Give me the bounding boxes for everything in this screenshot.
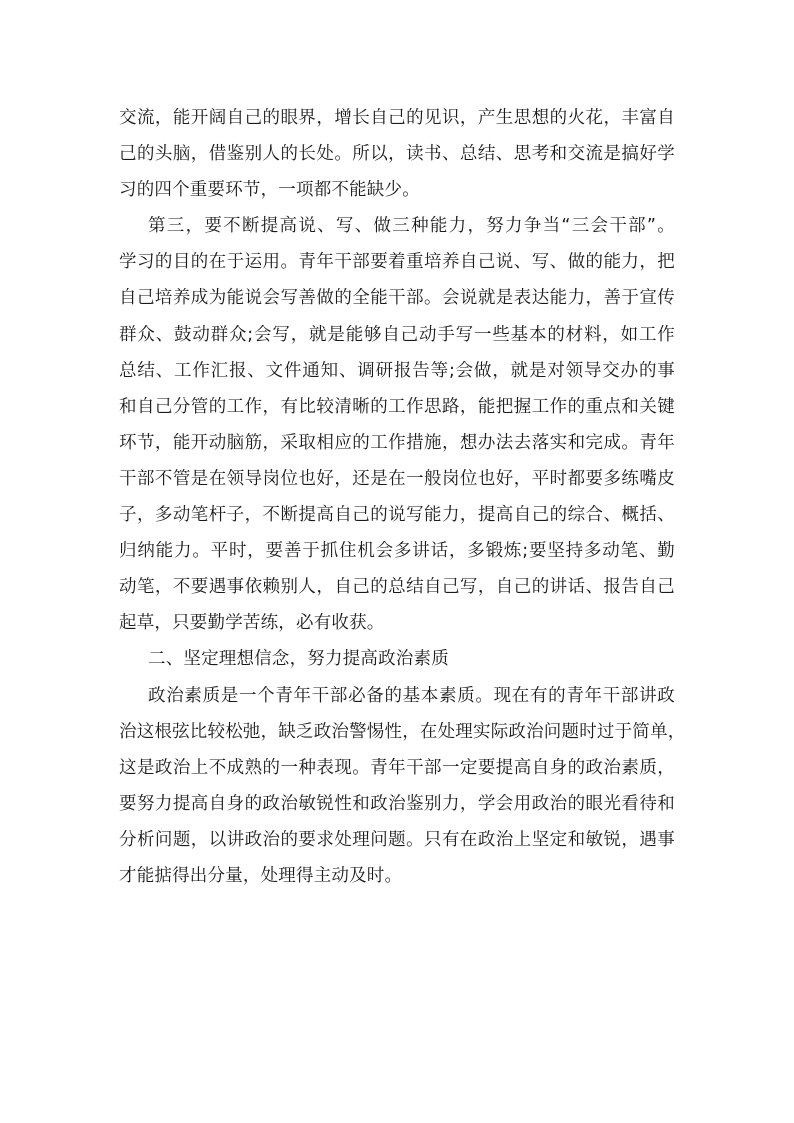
section-heading: 二、坚定理想信念，努力提高政治素质 [148, 649, 449, 670]
document-body [119, 100, 686, 894]
text-line: 要努力提高自身的政治敏锐性和政治鉴别力，学会用政治的眼光看待和 [119, 793, 675, 814]
text-line: 子，多动笔杆子，不断提高自己的说写能力，提高自己的综合、概括、 [119, 505, 675, 526]
text-line: 学习的目的在于运用。青年干部要着重培养自己说、写、做的能力，把 [119, 252, 675, 273]
text-line: 群众、鼓动群众;会写，就是能够自己动手写一些基本的材料，如工作 [119, 324, 675, 345]
text-line: 总结、工作汇报、文件通知、调研报告等;会做，就是对领导交办的事 [119, 360, 675, 381]
text-line: 分析问题，以讲政治的要求处理问题。只有在政治上坚定和敏锐，遇事 [119, 829, 675, 850]
text-line: 才能掂得出分量，处理得主动及时。 [119, 865, 403, 886]
text-line: 环节，能开动脑筋，采取相应的工作措施，想办法去落实和完成。青年 [119, 432, 675, 453]
text-line: 自己培养成为能说会写善做的全能干部。会说就是表达能力，善于宣传 [119, 288, 675, 309]
text-line: 动笔，不要遇事依赖别人，自己的总结自己写，自己的讲话、报告自己 [119, 577, 675, 598]
text-line: 干部不管是在领导岗位也好，还是在一般岗位也好，平时都要多练嘴皮 [119, 468, 675, 489]
text-line: 归纳能力。平时，要善于抓住机会多讲话，多锻炼;要坚持多动笔、勤 [119, 541, 675, 562]
text-line: 治这根弦比较松弛，缺乏政治警惕性，在处理实际政治问题时过于简单， [119, 721, 686, 742]
text-line: 和自己分管的工作，有比较清晰的工作思路，能把握工作的重点和关键 [119, 396, 675, 417]
text-line: 这是政治上不成熟的一种表现。青年干部一定要提高自身的政治素质， [119, 757, 675, 778]
text-line: 交流，能开阔自己的眼界，增长自己的见识，产生思想的火花，丰富自 [119, 108, 675, 128]
text-line: 习的四个重要环节，一项都不能缺少。 [119, 180, 420, 201]
text-line: 己的头脑，借鉴别人的长处。所以，读书、总结、思考和交流是搞好学 [119, 144, 675, 165]
paragraph-first-line: 第三，要不断提高说、写、做三种能力，努力争当“三会干部”。 [148, 216, 675, 237]
paragraph-first-line: 政治素质是一个青年干部必备的基本素质。现在有的青年干部讲政 [148, 685, 675, 706]
text-line: 起草，只要勤学苦练，必有收获。 [119, 613, 385, 634]
